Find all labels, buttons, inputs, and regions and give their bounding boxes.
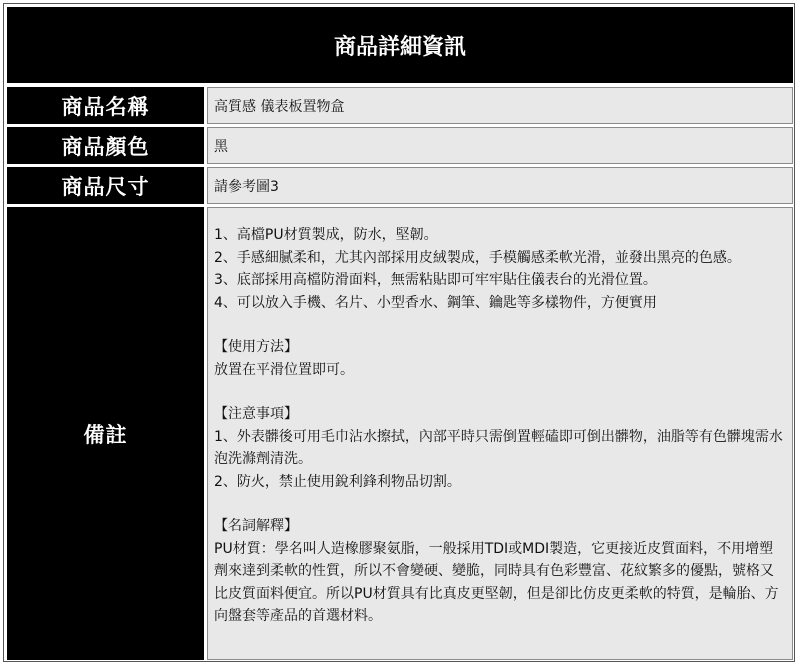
label-notes: 備註 bbox=[7, 207, 204, 660]
value-product-color: 黑 bbox=[207, 127, 793, 164]
notes-content bbox=[207, 207, 793, 660]
product-detail-table bbox=[3, 3, 795, 662]
feature-item: 1、高檔PU材質製成，防水，堅韌。 bbox=[214, 227, 438, 243]
usage-heading: 【使用方法】 bbox=[214, 339, 298, 355]
usage-text: 放置在平滑位置即可。 bbox=[214, 361, 354, 378]
caution-heading: 【注意事項】 bbox=[214, 406, 298, 422]
label-product-name: 商品名稱 bbox=[7, 87, 204, 124]
table-title: 商品詳細資訊 bbox=[7, 7, 793, 83]
caution-item: 1、外表髒後可用毛巾沾水擦拭，內部平時只需倒置輕磕即可倒出髒物，油脂等有色髒塊需水泡洗滌劑清洗。 bbox=[214, 428, 783, 467]
feature-item: 4、可以放入手機、名片、小型香水、鋼筆、鑰匙等多樣物件，方便實用 bbox=[214, 294, 657, 311]
caution-item: 2、防火，禁止使用銳利鋒利物品切割。 bbox=[214, 473, 461, 490]
value-product-size: 請參考圖3 bbox=[207, 167, 793, 204]
feature-item: 2、手感細膩柔和，尤其內部採用皮絨製成，手模觸感柔軟光滑，並發出黑亮的色感。 bbox=[214, 249, 741, 266]
label-product-size: 商品尺寸 bbox=[7, 167, 204, 204]
feature-item: 3、底部採用高檔防滑面料，無需粘貼即可牢牢貼住儀表台的光滑位置。 bbox=[214, 272, 657, 288]
glossary-heading: 【名詞解釋】 bbox=[214, 518, 298, 534]
glossary-text: PU材質：學名叫人造橡膠聚氨脂，一般採用TDI或MDI製造，它更接近皮質面料，不用增塑劑來達到柔軟的性質，所以不會變硬、變脆，同時具有色彩豐富、花紋繁多的優點，號格又比皮質面料便宜。所以PU材質具有比真皮更堅韌，但是卻比仿皮更柔軟的特質，是輪胎、方向盤套等產品的首選材料。 bbox=[214, 540, 779, 624]
label-product-color: 商品顏色 bbox=[7, 127, 204, 164]
value-product-name: 高質感 儀表板置物盒 bbox=[207, 87, 793, 124]
